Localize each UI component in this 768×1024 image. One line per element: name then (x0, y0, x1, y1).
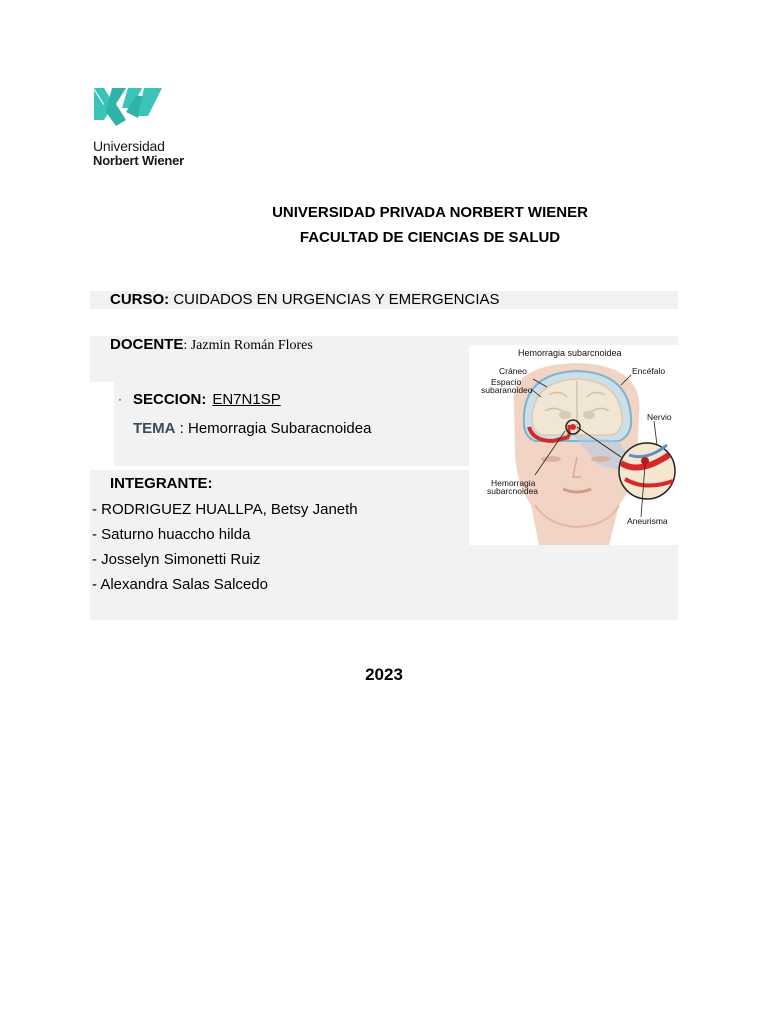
member-item: - RODRIGUEZ HUALLPA, Betsy Janeth (92, 501, 358, 518)
hemorrhage-illustration (469, 345, 681, 545)
section-line (133, 391, 281, 408)
faculty-heading: FACULTAD DE CIENCIAS DE SALUD (299, 229, 561, 246)
year: 2023 (365, 665, 403, 684)
section-value: EN7N1SP (212, 391, 281, 408)
university-heading: UNIVERSIDAD PRIVADA NORBERT WIENER (272, 204, 588, 221)
label-nervio: Nervio (647, 412, 672, 422)
members-label: INTEGRANTE: (110, 475, 213, 492)
course-label: CURSO: (110, 291, 170, 308)
label-espacio: Espacio (491, 377, 522, 387)
section-bullet: · (118, 392, 122, 406)
figure-title: Hemorragia subarcnoidea (518, 348, 622, 358)
label-encefalo: Encéfalo (632, 366, 666, 376)
logo-text-universidad: Universidad (93, 138, 165, 154)
label-hemorragia: Hemorragia (491, 478, 536, 488)
section-label: SECCION: (133, 391, 207, 408)
course-line (110, 291, 500, 308)
member-item: - Alexandra Salas Salcedo (92, 576, 268, 593)
teacher-label: DOCENTE (110, 336, 184, 353)
logo-text-name: Norbert Wiener (93, 153, 184, 168)
teacher-line (110, 336, 313, 354)
teacher-value: : Jazmin Román Flores (183, 338, 313, 353)
topic-line (133, 420, 371, 437)
label-espacio-2: subaranoideo (481, 385, 533, 395)
label-aneurisma: Aneurisma (627, 516, 668, 526)
topic-label: TEMA (133, 420, 176, 437)
member-item: - Josselyn Simonetti Ruiz (92, 551, 261, 568)
course-value: CUIDADOS EN URGENCIAS Y EMERGENCIAS (173, 291, 500, 308)
topic-value: : Hemorragia Subaracnoidea (175, 420, 372, 437)
label-hemorragia-2: subarcnoidea (487, 486, 539, 496)
member-item: - Saturno huaccho hilda (92, 526, 251, 543)
label-craneo: Cráneo (499, 366, 527, 376)
